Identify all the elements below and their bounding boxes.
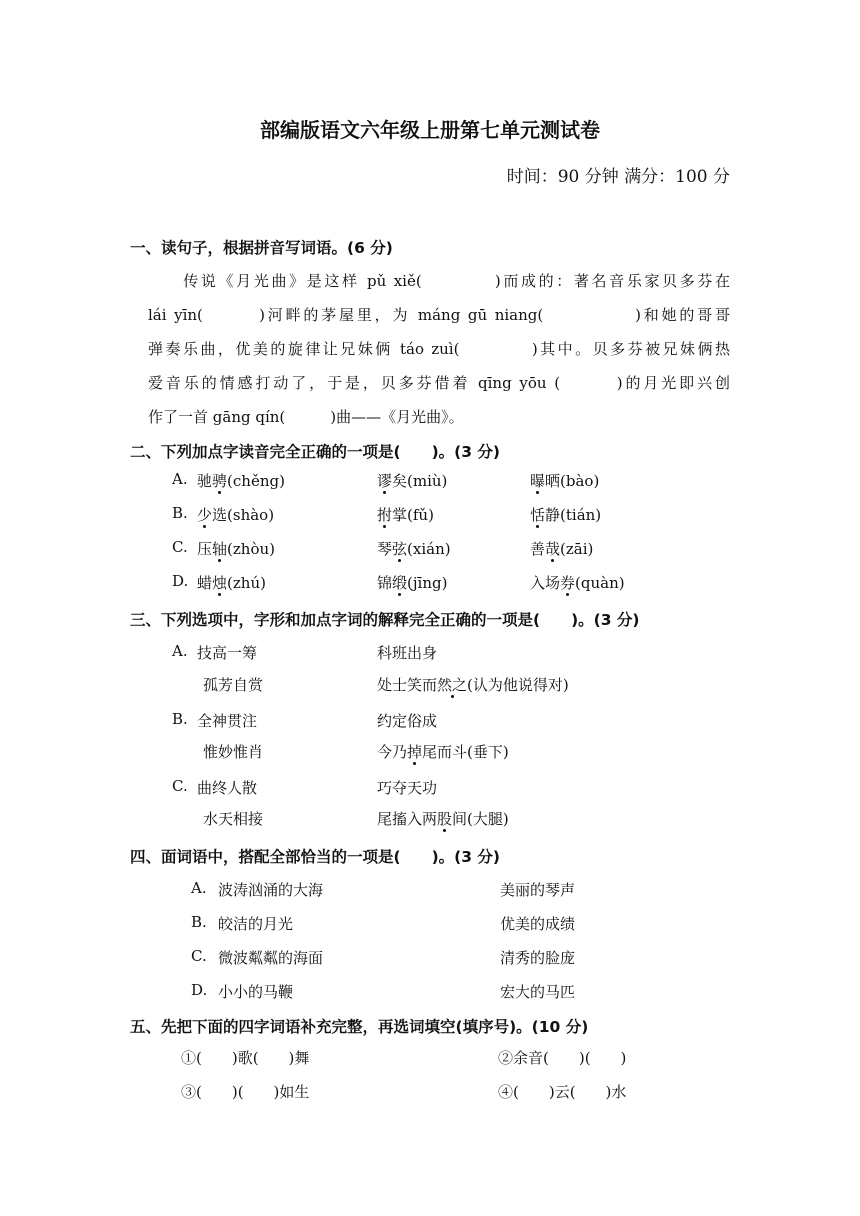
option-word: 孤芳自赏 xyxy=(203,676,264,694)
option-word: 尾搐入两股间(大腿) xyxy=(377,810,509,828)
option-word: 美丽的琴声 xyxy=(500,881,576,899)
option-label: C. xyxy=(191,947,207,965)
option-word: 优美的成绩 xyxy=(500,915,576,933)
option-word: 处士笑而然之(认为他说得对) xyxy=(377,676,569,694)
question-5-header: 五、先把下面的四字词语补充完整，再选词填空(填序号)。(10 分) xyxy=(130,1018,589,1036)
option-label: D. xyxy=(191,981,208,999)
option-word: 小小的马鞭 xyxy=(218,983,294,1001)
option-word: 曲终人散 xyxy=(197,779,258,797)
option-label: B. xyxy=(191,913,207,931)
option-word: 恬静(tián) xyxy=(530,506,602,524)
option-word: 善哉(zāi) xyxy=(530,540,594,558)
question-1-line: 弹奏乐曲，优美的旋律让兄妹俩 táo zuì( )其中。贝多芬被兄妹俩热 xyxy=(148,340,730,358)
option-word: 科班出身 xyxy=(377,644,438,662)
question-2-header: 二、下列加点字读音完全正确的一项是( )。(3 分) xyxy=(130,443,501,461)
option-word: 拊掌(fǔ) xyxy=(377,506,434,524)
option-label: D. xyxy=(172,572,189,590)
question-4-header: 四、面词语中，搭配全部恰当的一项是( )。(3 分) xyxy=(130,848,501,866)
option-word: 今乃掉尾而斗(垂下) xyxy=(377,743,509,761)
option-word: 入场券(quàn) xyxy=(530,574,625,592)
option-word: 波涛汹涌的大海 xyxy=(218,881,324,899)
option-word: 曝晒(bào) xyxy=(530,472,600,490)
option-label: B. xyxy=(172,710,188,728)
page-title: 部编版语文六年级上册第七单元测试卷 xyxy=(260,118,600,142)
question-1-line: lái yīn( )河畔的茅屋里，为 máng gū niang( )和她的哥哥 xyxy=(148,306,730,324)
option-word: 压轴(zhòu) xyxy=(197,540,275,558)
option-word: 皎洁的月光 xyxy=(218,915,294,933)
exam-meta: 时间：90 分钟 满分：100 分 xyxy=(506,167,730,187)
idiom-item: ③( )( )如生 xyxy=(181,1083,310,1101)
option-label: C. xyxy=(172,538,188,556)
option-word: 微波粼粼的海面 xyxy=(218,949,324,967)
question-1-line: 爱音乐的情感打动了，于是，贝多芬借着 qīng yōu ( )的月光即兴创 xyxy=(148,374,730,392)
option-word: 蜡烛(zhú) xyxy=(197,574,266,592)
idiom-item: ①( )歌( )舞 xyxy=(181,1049,310,1067)
option-word: 少选(shào) xyxy=(197,506,275,524)
option-word: 技高一筹 xyxy=(197,644,258,662)
question-3-header: 三、下列选项中，字形和加点字词的解释完全正确的一项是( )。(3 分) xyxy=(130,611,640,629)
option-word: 驰骋(chěng) xyxy=(197,472,285,490)
option-word: 琴弦(xián) xyxy=(377,540,451,558)
option-label: A. xyxy=(172,470,188,488)
option-word: 水天相接 xyxy=(203,810,264,828)
option-word: 巧夺天功 xyxy=(377,779,438,797)
option-word: 约定俗成 xyxy=(377,712,438,730)
option-word: 清秀的脸庞 xyxy=(500,949,576,967)
option-label: A. xyxy=(172,642,188,660)
option-label: A. xyxy=(191,879,207,897)
option-label: C. xyxy=(172,777,188,795)
idiom-item: ④( )云( )水 xyxy=(498,1083,627,1101)
option-word: 谬矣(miù) xyxy=(377,472,448,490)
option-word: 惟妙惟肖 xyxy=(203,743,264,761)
option-word: 全神贯注 xyxy=(197,712,258,730)
question-1-line: 传说《月光曲》是这样 pǔ xiě( )而成的：著名音乐家贝多芬在 xyxy=(148,272,730,290)
question-1-header: 一、读句子，根据拼音写词语。(6 分) xyxy=(130,239,393,257)
question-1-line: 作了一首 gāng qín( )曲——《月光曲》。 xyxy=(148,408,464,426)
option-word: 锦缎(jīng) xyxy=(377,574,448,592)
idiom-item: ②余音( )( ) xyxy=(498,1049,627,1067)
option-word: 宏大的马匹 xyxy=(500,983,576,1001)
option-label: B. xyxy=(172,504,188,522)
